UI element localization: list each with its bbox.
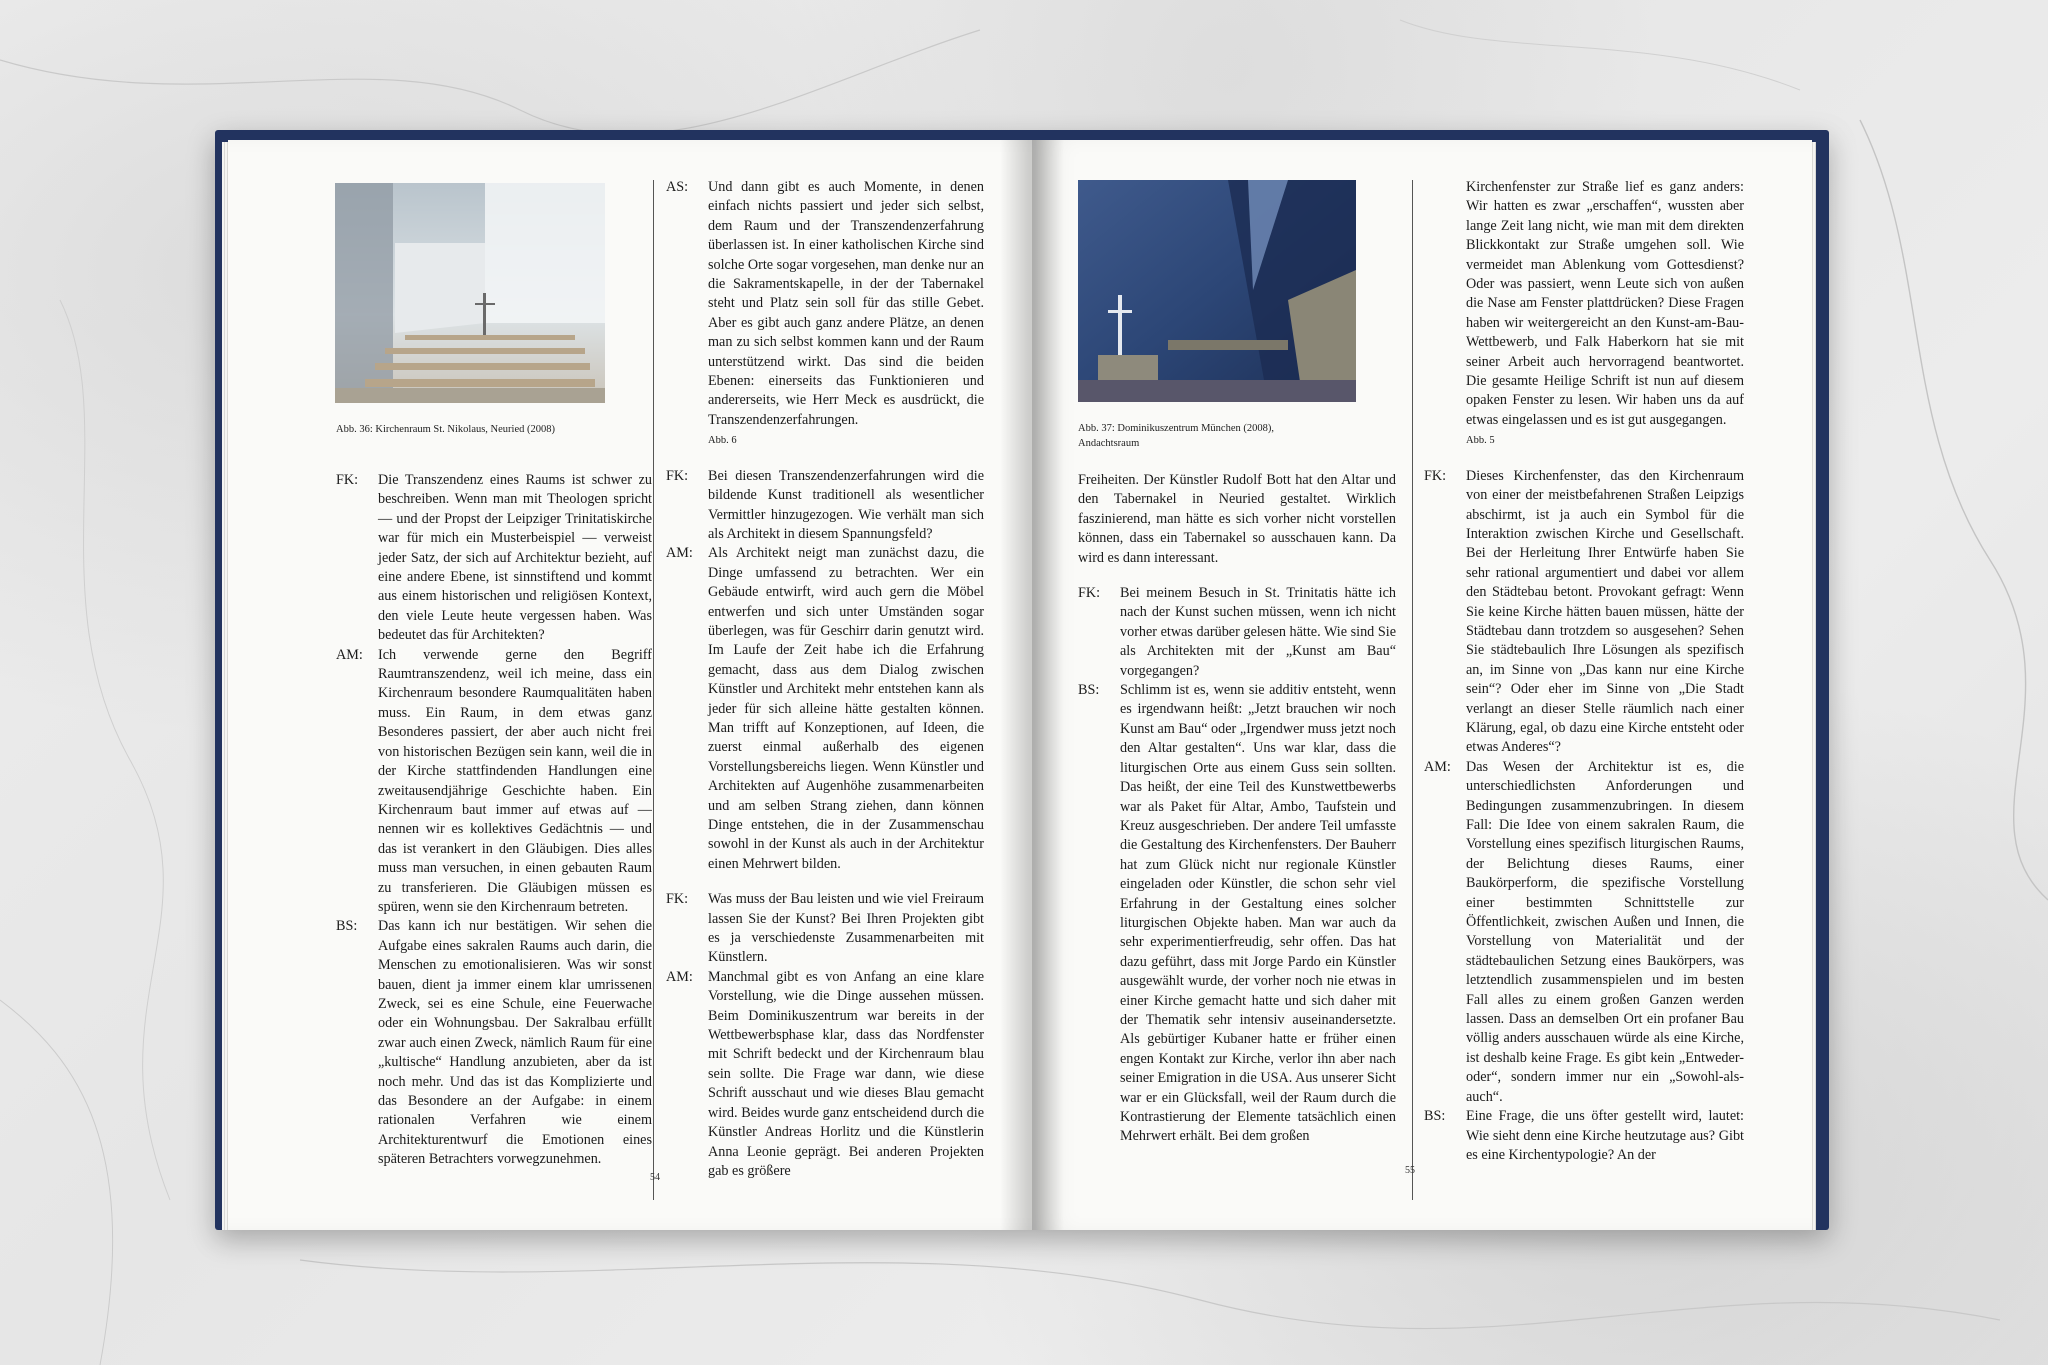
figure-caption-36: Abb. 36: Kirchenraum St. Nikolaus, Neuried (2008) [336,424,555,435]
dialogue-entry [666,890,984,968]
page-number-right: 55 [1405,1165,1415,1176]
caption-line: Abb. 37: Dominikuszentrum München (2008), [1078,423,1274,434]
left-col-1 [336,471,652,1170]
photo-neuried-graphic [335,183,605,403]
dialogue-text: Ich verwende gerne den Begriff Raumtranszendenz, weil ich meine, dass ein Kirchenraum besondere Raumqualitäten haben muss. Ein Raum, in dem etwas ganz Besonderes passiert, der aber auch nicht frei von historischen Bezügen sein kann, weil die in der Kirche stattfindenden Handlungen eine zweitausendjährige Geschichte haben. Ein Kirchenraum baut immer auf etwas auf — nennen wir es kollektives Gedächtnis — und das ist verankert in den Gläubigen. Dies alles muss man versuchen, in einen gebauten Raum zu transferieren. Die Gläubigen müssen es spüren, wenn sie den Kirchenraum betreten. [378,646,652,915]
dialogue-text: Kirchenfenster zur Straße lief es ganz anders: Wir hatten es zwar „erschaffen“, wussten aber lange Zeit lang nicht, wie man mit dem direkten Blickkontakt zur Straße umgehen soll. Wie vermeidet man Ablenkung vom Gottesdienst? Oder was passiert, wenn Leute sich von außen die Nase am Fenster plattdrücken? Diese Fragen haben wir weitergereicht an den Kunst-am-Bau-Wettbewerb, und Falk Haberkorn hat sie mit seiner Arbeit auch hervorragend beantwortet. Die gesamte Heilige Schrift ist nun auf diesem opaken Fenster zu lesen. Wir haben uns da auf etwas eingelassen und es ist gut ausgegangen. [1466,179,1744,428]
dialogue-entry [1424,467,1744,758]
page-number-left: 54 [650,1172,660,1183]
dialogue-text: Bei diesen Transzendenzerfahrungen wird die bildende Kunst traditionell als wesentlicher Vermittler hinzugezogen. Wie verhält man sich als Architekt in diesem Spannungsfeld? [708,467,984,542]
dialogue-entry [666,968,984,1181]
dialogue-entry [336,917,652,1169]
speaker-label: FK: [666,891,689,908]
speaker-label: FK: [336,472,359,488]
dialogue-text: Bei meinem Besuch in St. Trinitatis hätte ich nach der Kunst suchen müssen, wenn ich nicht vorher etwas darüber gelesen hätte. Wie sind Sie als Architekten mit der „Kunst am Bau“ vorgegangen? [1120,585,1396,679]
dialogue-entry [336,646,652,918]
speaker-label: AM: [336,646,363,663]
dialogue-entry [1078,681,1396,1147]
church-interior-photo-neuried [335,183,605,403]
dialogue-text: Das Wesen der Architektur ist es, die unterschiedlichsten Anforderungen und Bedingungen zusammenzubringen. In diesem Fall: Die Idee von einem sakralen Raum, die Vorstellung eines spezifisch liturgischen Raums, der Belichtung dieses Raums, einer Baukörperform, die spezifische Vorstellung einer bestimmten Schnittstelle zur Öffentlichkeit, zwischen Außen und Innen, die Vorstellung von Materialität und der städtebaulichen Setzung eines Baukörpers, was letztendlich zusammenspielen und im besten Fall alles zu einem großen Ganzen werden lassen. Dass an demselben Ort ein profaner Bau völlig anders ausschauen würde als eine Kirche, ist deshalb keine Frage. Es gibt kein „Entweder-oder“, sondern immer nur ein „Sowohl-als-auch“. [1466,758,1744,1105]
figure-reference: Abb. 5 [1466,435,1495,447]
left-col-2 [666,178,984,1181]
speaker-label: AM: [666,545,693,562]
speaker-label: AM: [666,968,693,985]
speaker-label: AS: [666,179,689,195]
right-col-1 [1078,471,1396,1147]
dialogue-text: Schlimm ist es, wenn sie additiv entsteht, wenn es irgendwann heißt: „Jetzt brauchen wir noch Kunst am Bau“ oder „Irgendwer muss jetzt noch den Altar gestalten“. Uns war klar, dass die liturgischen Orte aus einem Guss sein sollten. Das heißt, der eine Teil des Kunstwettbewerbs war als Paket für Altar, Ambo, Taufstein und Kreuz ausgeschrieben. Der andere Teil umfasste die Gestaltung des Kirchenfensters. Der Bauherr hat zum Glück nicht nur regionale Künstler eingeladen oder Künstler, die schon sehr viel Erfahrung in der Gestaltung eines solcher liturgischen Objekte haben. Man war auch da sehr experimentierfreudig, sehr offen. Das hat dazu geführt, dass mit Jorge Pardo ein Künstler ausgewählt wurde, der vorher noch nie etwas in einer Kirche gemacht hatte und sich daher mit der Thematik sehr intensiv auseinandersetzte. Als gebürtiger Kubaner hatte er früher einen engen Kontakt zur Kirche, verlor ihn aber nach seiner Emigration in die USA. Aus unserer Sicht war er ein Glücksfall, weil der Raum durch die Kontrastierung der Elemente tatsächlich einen Mehrwert erhält. Bei dem großen [1120,682,1396,1145]
dialogue-entry [666,178,984,451]
dialogue-text: Manchmal gibt es von Anfang an eine klare Vorstellung, wie die Dinge aussehen müssen. Beim Dominikuszentrum war bereits in der Wettbewerbsphase klar, dass das Nordfenster mit Schrift bedeckt und der Kirchenraum blau sein sollte. Die Frage war dann, wie diese Schrift ausschaut und wie dieses Blau gemacht wird. Beides wurde ganz entscheidend durch die Künstler Andreas Horlitz und die Künstlerin Anna Leonie geprägt. Bei anderen Projekten gab es größere [708,968,984,1179]
dialogue-entry [1424,178,1744,451]
photo-dominikus-graphic [1078,180,1356,402]
dialogue-text: Das kann ich nur bestätigen. Wir sehen die Aufgabe eines sakralen Raums auch darin, die Menschen zu emotionalisieren. Was wir sonst bauen, dient ja immer einem klar umrissenen Zweck, sei es eine Schule, eine Feuerwache oder ein Wohnungsbau. Der Sakralbau erfüllt zwar auch einen Zweck, nämlich Raum für eine „kultische“ Handlung anzubieten, aber da ist noch mehr. Und das ist das Komplizierte und das Besondere an der Aufgabe: in einem rationalen Verfahren wie einem Architekturentwurf die Emotionen eines späteren Betrachters vorwegzunehmen. [378,918,652,1168]
dialogue-entry [666,467,984,545]
dialogue-text: Als Architekt neigt man zunächst dazu, die Dinge umfassend zu betrachten. Wer ein Gebäude entwirft, wird auch gern die Möbel entwerfen und sich unter Umständen sogar überlegen, was für Geschirr darin genutzt wird. Im Laufe der Zeit habe ich die Erfahrung gemacht, dass aus dem Dialog zwischen Künstler und Architekt mehr entstehen kann als jeder für sich alleine hätte gestalten können. Man trifft auf Konzeptionen, auf Ideen, die zuerst einmal außerhalb des eigenen Vorstellungsbereichs liegen. Wenn Künstler und Architekten auf Augenhöhe zusammenarbeiten und am selben Strang ziehen, dann können Dinge entstehen, die in der Zusammenschau sowohl in der Kunst als auch in der Architektur einen Mehrwert bilden. [708,545,984,872]
dialogue-entry [1078,471,1396,568]
speaker-label: BS: [1078,682,1100,699]
dialogue-entry [1078,584,1396,681]
speaker-label: FK: [1424,467,1447,484]
dialogue-entry [1424,758,1744,1107]
right-col-2 [1424,178,1744,1165]
right-page [1032,140,1812,1230]
column-rule [1412,180,1413,1200]
dialogue-text: Was muss der Bau leisten und wie viel Freiraum lassen Sie der Kunst? Bei Ihren Projekten gibt es ja verschiedenste Zusammenarbeiten mit Künstlern. [708,891,984,966]
dialogue-entry [336,471,652,646]
speaker-label: BS: [1424,1108,1446,1125]
book-gutter [1000,140,1064,1230]
column-rule [653,180,654,1200]
dialogue-text: Dieses Kirchenfenster, das den Kirchenraum von einer der meistbefahrenen Straßen Leipzigs abschirmt, ist ja auch ein Symbol für die Interaktion zwischen Kirche und Gesellschaft. Bei der Herleitung Ihrer Entwürfe haben Sie sehr rational argumentiert und dabei vor allem den Städtebau betont. Provokant gefragt: Wenn Sie keine Kirche hätten bauen müssen, hätte der Städtebau dann trotzdem so ausgesehen? Sehen Sie städtebaulich Ihre Lösungen als spezifisch an, im Sinne von „Das kann nur eine Kirche sein“? Oder eher im Sinne von „Die Stadt verlangt an dieser Stelle räumlich nach einer Klärung, egal, ob dazu eine Kirche entsteht oder etwas Anderes“? [1466,467,1744,756]
speaker-label: FK: [666,467,689,484]
speaker-label: AM: [1424,758,1451,775]
speaker-label: FK: [1078,585,1101,602]
speaker-label: BS: [336,918,358,935]
figure-reference: Abb. 6 [708,435,737,447]
dialogue-text: Eine Frage, die uns öfter gestellt wird, lautet: Wie sieht denn eine Kirche heutzutage aus? Gibt es eine Kirchentypologie? An der [1466,1108,1744,1163]
dialogue-text: Freiheiten. Der Künstler Rudolf Bott hat den Altar und den Tabernakel in Neuried gestaltet. Wirklich faszinierend, man hätte es sich vorher nicht vorstellen können, dass ein Tabernakel so ausschauen kann. Da wird es dann interessant. [1078,472,1396,566]
figure-caption-37 [1078,421,1274,451]
dialogue-entry [666,544,984,874]
dialogue-text: Die Transzendenz eines Raums ist schwer zu beschreiben. Wenn man mit Theologen spricht — und der Propst der Leipziger Trinitatiskirche war für mich ein Musterbeispiel — verweist jeder Satz, der sich auf Architektur bezieht, auf eine andere Ebene, ist sinnstiftend und kommt aus einem historischen und religiösen Kontext, den viele Leute heute vergessen haben. Was bedeutet das für Architekten? [378,472,652,644]
dialogue-entry [1424,1107,1744,1165]
chapel-photo-dominikuszentrum [1078,180,1356,402]
dialogue-text: Und dann gibt es auch Momente, in denen einfach nichts passiert und jeder sich selbst, dem Raum und der Transzendenzerfahrung überlassen ist. In einer katholischen Kirche sind solche Orte sogar vorgesehen, man denke nur an die Sakramentskapelle, in der der Tabernakel steht und Platz sein soll für das stille Gebet. Aber es gibt auch ganz andere Plätze, an denen man zu sich selbst kommen kann und der Raum unterstützend wirkt. Das sind die beiden Ebenen: einerseits das Funktionieren und andererseits, wie Herr Meck es ausdrückt, die Transzendenzerfahrungen. [708,179,984,428]
caption-line: Andachtsraum [1078,438,1140,449]
